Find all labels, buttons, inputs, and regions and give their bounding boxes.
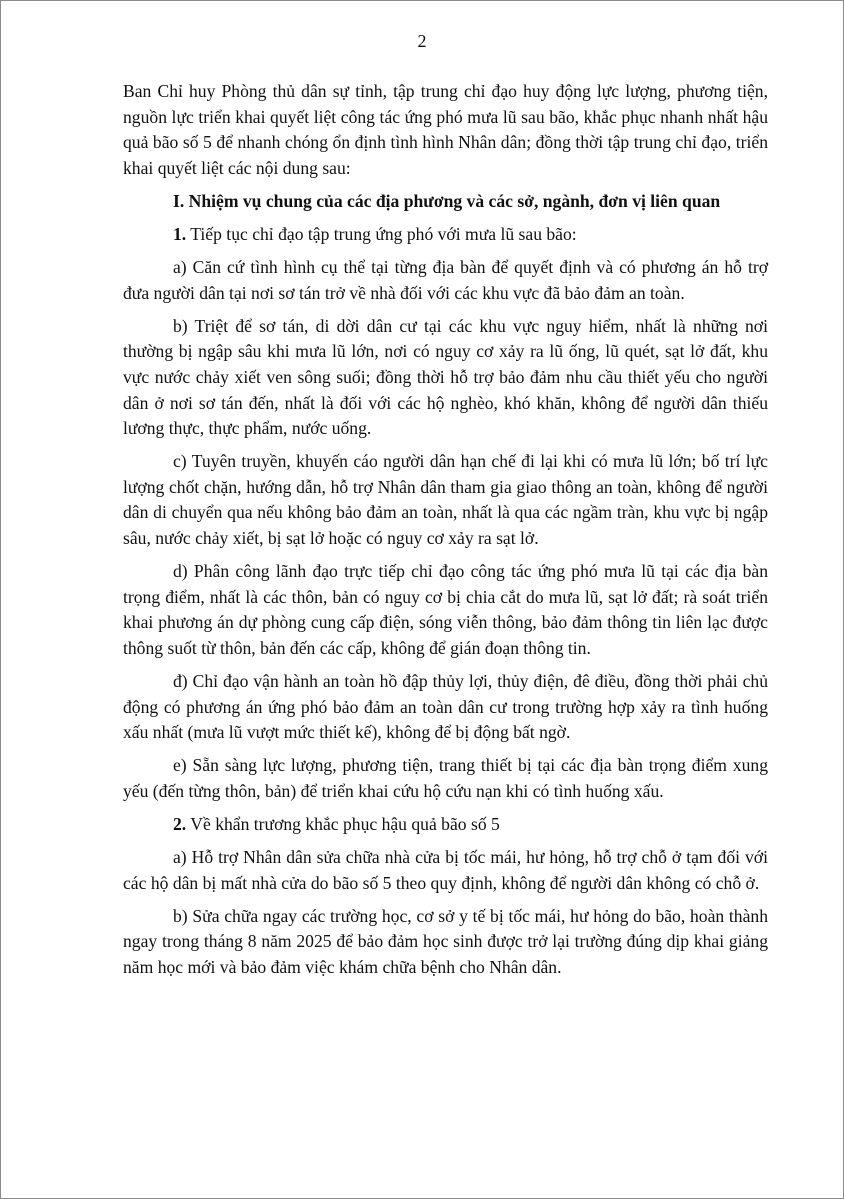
item-1-number: 1. [173, 223, 187, 244]
item-1c-paragraph: c) Tuyên truyền, khuyến cáo người dân hạn chế đi lại khi có mưa lũ lớn; bố trí lực lượng chốt chặn, hướng dẫn, hỗ trợ Nhân dân tham gia giao thông an toàn, không để người dân di chuyển qua nếu không bảo đảm an toàn, nhất là qua các ngầm tràn, khu vực bị ngập sâu, nước chảy xiết, bị sạt lở hoặc có nguy cơ xảy ra sạt lở. [123, 451, 768, 548]
document-body [123, 79, 768, 988]
item-1-heading [123, 222, 768, 248]
intro-paragraph: Ban Chỉ huy Phòng thủ dân sự tỉnh, tập trung chỉ đạo huy động lực lượng, phương tiện, nguồn lực triển khai quyết liệt công tác ứng phó mưa lũ sau bão, khắc phục nhanh nhất hậu quả bão số 5 để nhanh chóng ổn định tình hình Nhân dân; đồng thời tập trung chỉ đạo, triển khai quyết liệt các nội dung sau: [123, 81, 768, 178]
item-1e-paragraph: e) Sẵn sàng lực lượng, phương tiện, trang thiết bị tại các địa bàn trọng điểm xung yếu (đến từng thôn, bản) để triển khai cứu hộ cứu nạn khi có tình huống xấu. [123, 755, 768, 801]
item-2b-paragraph: b) Sửa chữa ngay các trường học, cơ sở y tế bị tốc mái, hư hỏng do bão, hoàn thành ngay trong tháng 8 năm 2025 để bảo đảm học sinh được trở lại trường đúng dịp khai giảng năm học mới và bảo đảm việc khám chữa bệnh cho Nhân dân. [123, 905, 768, 977]
item-2-title: Về khẩn trương khắc phục hậu quả bão số 5 [186, 813, 500, 834]
item-1d-paragraph: d) Phân công lãnh đạo trực tiếp chỉ đạo công tác ứng phó mưa lũ tại các địa bàn trọng điểm, nhất là các thôn, bản có nguy cơ bị chia cắt do mưa lũ, sạt lở đất; rà soát triển khai phương án dự phòng cung cấp điện, sóng viễn thông, bảo đảm thông tin liên lạc được thông suốt từ thôn, bản đến các cấp, không để gián đoạn thông tin. [123, 561, 768, 658]
section-heading: I. Nhiệm vụ chung của các địa phương và các sở, ngành, đơn vị liên quan [173, 190, 721, 211]
item-2-heading [123, 812, 768, 838]
item-1b-paragraph: b) Triệt để sơ tán, di dời dân cư tại các khu vực nguy hiểm, nhất là những nơi thường bị ngập sâu khi mưa lũ lớn, nơi có nguy cơ xảy ra lũ ống, lũ quét, sạt lở đất, khu vực nước chảy xiết ven sông suối; đồng thời hỗ trợ bảo đảm nhu cầu thiết yếu cho người dân ở nơi sơ tán đến, nhất là đối với các hộ nghèo, khó khăn, không để người dân thiếu lương thực, thực phẩm, nước uống. [123, 315, 768, 439]
page-number: 2 [417, 31, 427, 51]
item-1dd-paragraph: đ) Chỉ đạo vận hành an toàn hồ đập thủy lợi, thủy điện, đê điều, đồng thời phải chủ động có phương án ứng phó bảo đảm an toàn dân cư trong trường hợp xảy ra tình huống xấu nhất (mưa lũ vượt mức thiết kế), không để bị động bất ngờ. [123, 670, 768, 743]
item-2a-paragraph: a) Hỗ trợ Nhân dân sửa chữa nhà cửa bị tốc mái, hư hỏng, hỗ trợ chỗ ở tạm đối với các hộ dân bị mất nhà cửa do bão số 5 theo quy định, không để người dân không có chỗ ở. [123, 847, 768, 893]
item-1a-paragraph: a) Căn cứ tình hình cụ thể tại từng địa bàn để quyết định và có phương án hỗ trợ đưa người dân tại nơi sơ tán trở về nhà đối với các khu vực đã bảo đảm an toàn. [123, 257, 768, 303]
item-2-number: 2. [173, 813, 187, 834]
item-1-title: Tiếp tục chỉ đạo tập trung ứng phó với mưa lũ sau bão: [186, 223, 577, 244]
